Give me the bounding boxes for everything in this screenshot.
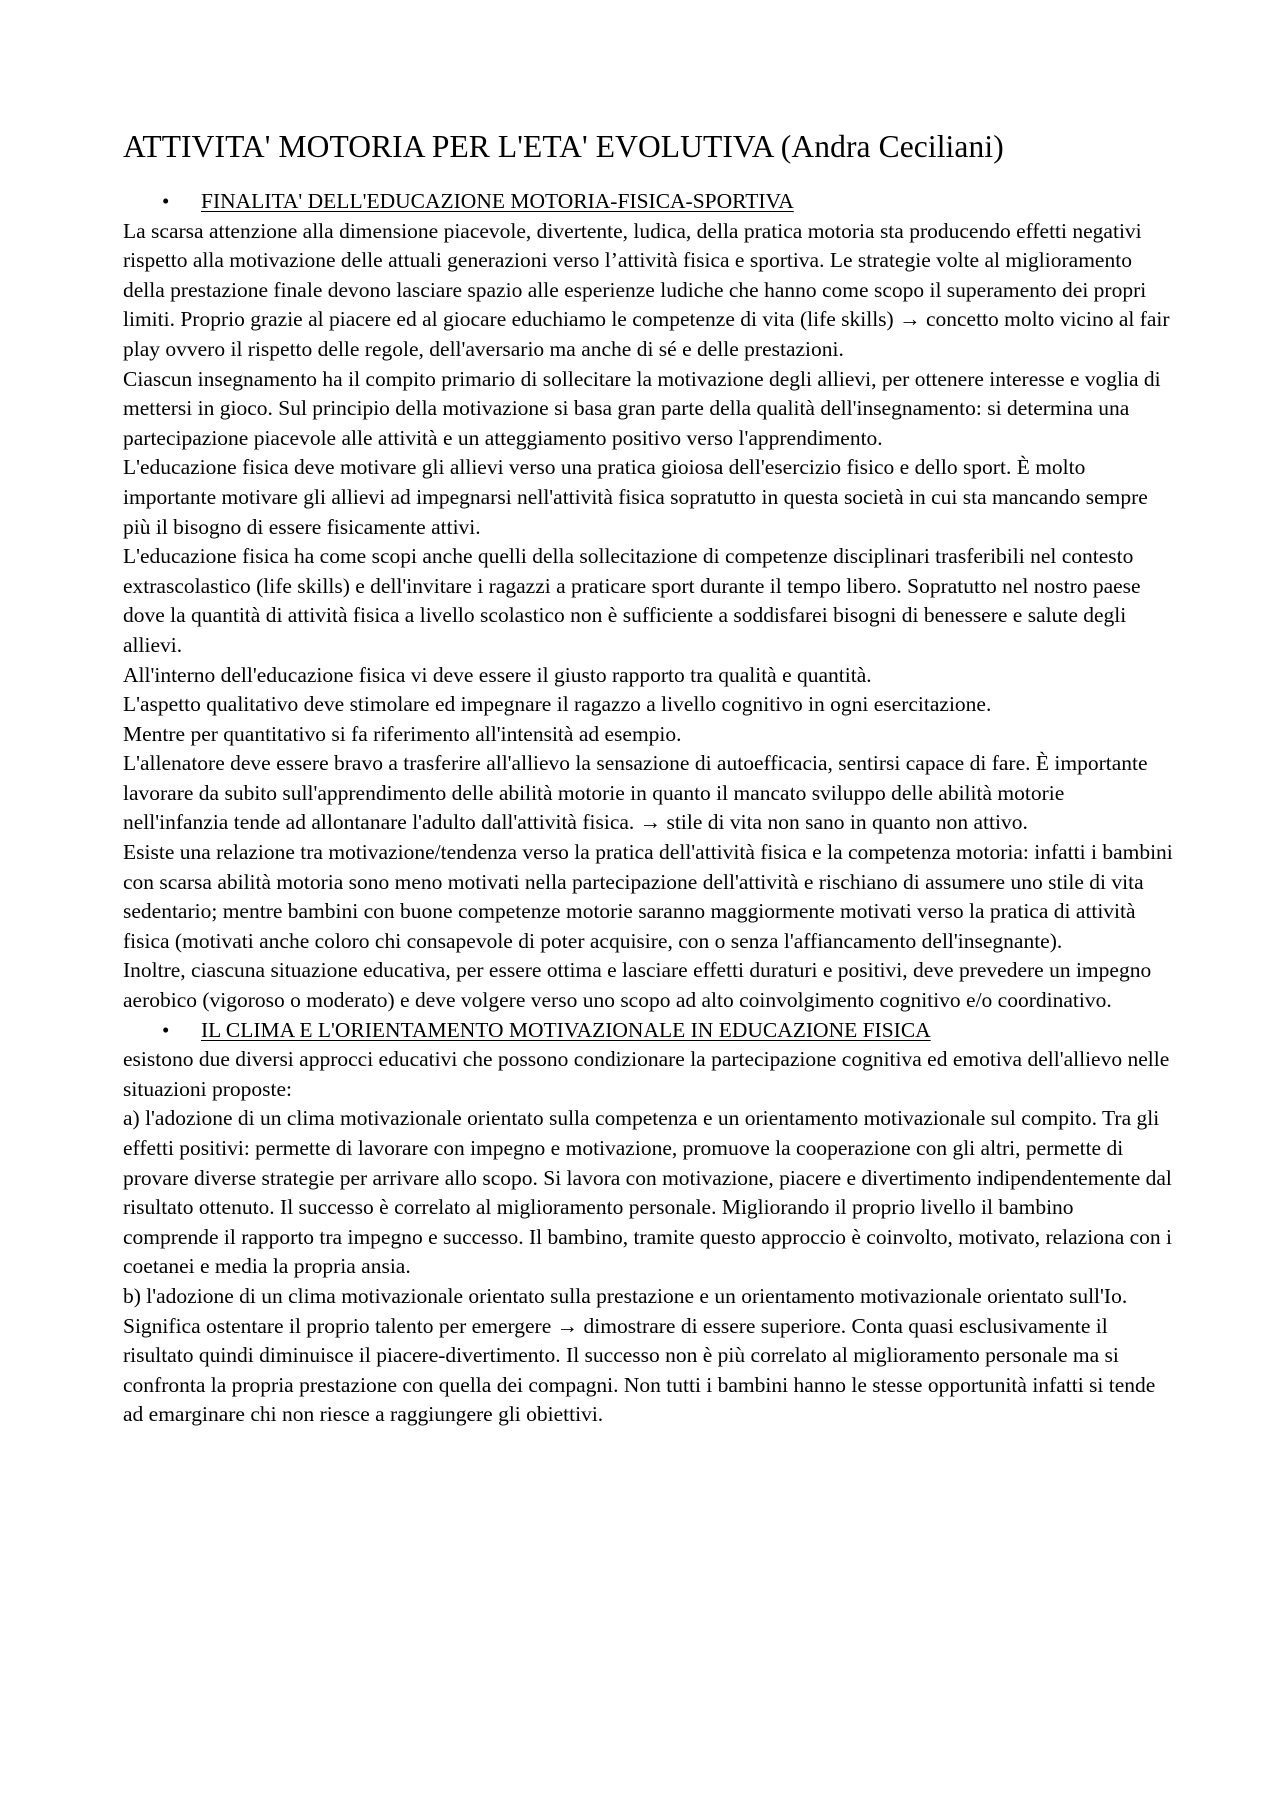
section-heading-finalita — [123, 187, 1173, 217]
paragraph: esistono due diversi approcci educativi che possono condizionare la partecipazione cognitiva ed emotiva dell'allievo nelle situazioni proposte: — [123, 1047, 1170, 1101]
paragraph: L'aspetto qualitativo deve stimolare ed impegnare il ragazzo a livello cognitivo in ogni esercitazione. — [123, 692, 992, 717]
document-title: ATTIVITA' MOTORIA PER L'ETA' EVOLUTIVA (Andra Ceciliani) — [123, 129, 1004, 164]
paragraph: Mentre per quantitativo si fa riferimento all'intensità ad esempio. — [123, 721, 682, 746]
paragraph: b) l'adozione di un clima motivazionale orientato sulla prestazione e un orientamento motivazionale orientato sull'Io. Significa ostentare il proprio talento per emergere → dimostrare di essere superiore. Conta quasi esclusivamente il risultato quindi diminuisce il piacere-divertimento. Il successo non è più correlato al miglioramento personale ma si confronta la propria prestazione con quella dei compagni. Non tutti i bambini hanno le stesse opportunità infatti si tende ad emarginare chi non riesce a raggiungere gli obiettivi. — [123, 1283, 1156, 1427]
paragraph: L'educazione fisica deve motivare gli allievi verso una pratica gioiosa dell'esercizio fisico e dello sport. È molto importante motivare gli allievi ad impegnarsi nell'attività fisica sopratutto in questa società in cui sta mancando sempre più il bisogno di essere fisicamente attivi. — [123, 455, 1148, 539]
paragraph: Inoltre, ciascuna situazione educativa, per essere ottima e lasciare effetti duraturi e positivi, deve prevedere un impegno aerobico (vigoroso o moderato) e deve volgere verso uno scopo ad alto coinvolgimento cognitivo e/o coordinativo. — [123, 958, 1152, 1013]
bullet-icon: • — [162, 189, 170, 213]
section-heading-text: IL CLIMA E L'ORIENTAMENTO MOTIVAZIONALE IN EDUCAZIONE FISICA — [201, 1017, 931, 1042]
paragraph: All'interno dell'educazione fisica vi deve essere il giusto rapporto tra qualità e quantità. — [123, 662, 872, 687]
section-heading-clima — [123, 1016, 1173, 1046]
paragraph: La scarsa attenzione alla dimensione piacevole, divertente, ludica, della pratica motoria sta producendo effetti negativi rispetto alla motivazione delle attuali generazioni verso l’attività fisica e sportiva. Le strategie volte al miglioramento della prestazione finale devono lasciare spazio alle esperienze ludiche che hanno come scopo il superamento dei propri limiti. Proprio grazie al piacere ed al giocare educhiamo le competenze di vita (life skills) → concetto molto vicino al fair play ovvero il rispetto delle regole, dell'aversario ma anche di sé e delle prestazioni. — [123, 218, 1170, 361]
paragraph: L'allenatore deve essere bravo a trasferire all'allievo la sensazione di autoefficacia, sentirsi capace di fare. È importante lavorare da subito sull'apprendimento delle abilità motorie in quanto il mancato sviluppo delle abilità motorie nell'infanzia tende ad allontanare l'adulto dall'attività fisica. → stile di vita non sano in quanto non attivo. — [123, 751, 1148, 835]
bullet-icon: • — [162, 1017, 170, 1042]
section-heading-text: FINALITA' DELL'EDUCAZIONE MOTORIA-FISICA-SPORTIVA — [201, 189, 794, 213]
paragraph: a) l'adozione di un clima motivazionale orientato sulla competenza e un orientamento motivazionale sul compito. Tra gli effetti positivi: permette di lavorare con impegno e motivazione, promuove la cooperazione con gli altri, permette di provare diverse strategie per arrivare allo scopo. Si lavora con motivazione, piacere e divertimento indipendentemente dal risultato ottenuto. Il successo è correlato al miglioramento personale. Migliorando il proprio livello il bambino comprende il rapporto tra impegno e successo. Il bambino, tramite questo approccio è coinvolto, motivato, relaziona con i coetanei e media la propria ansia. — [123, 1106, 1172, 1279]
document-page — [123, 0, 1173, 1430]
paragraph: L'educazione fisica ha come scopi anche quelli della sollecitazione di competenze disciplinari trasferibili nel contesto extrascolastico (life skills) e dell'invitare i ragazzi a praticare sport durante il tempo libero. Sopratutto nel nostro paese dove la quantità di attività fisica a livello scolastico non è sufficiente a soddisfarei bisogni di benessere e salute degli allievi. — [123, 544, 1141, 657]
paragraph: Esiste una relazione tra motivazione/tendenza verso la pratica dell'attività fisica e la competenza motoria: infatti i bambini con scarsa abilità motoria sono meno motivati nella partecipazione dell'attività e rischiano di assumere uno stile di vita sedentario; mentre bambini con buone competenze motorie saranno maggiormente motivati verso la pratica di attività fisica (motivati anche coloro chi consapevole di poter acquisire, con o senza l'affiancamento dell'insegnante). — [123, 840, 1173, 953]
paragraph: Ciascun insegnamento ha il compito primario di sollecitare la motivazione degli allievi, per ottenere interesse e voglia di mettersi in gioco. Sul principio della motivazione si basa gran parte della qualità dell'insegnamento: si determina una partecipazione piacevole alle attività e un atteggiamento positivo verso l'apprendimento. — [123, 366, 1161, 450]
